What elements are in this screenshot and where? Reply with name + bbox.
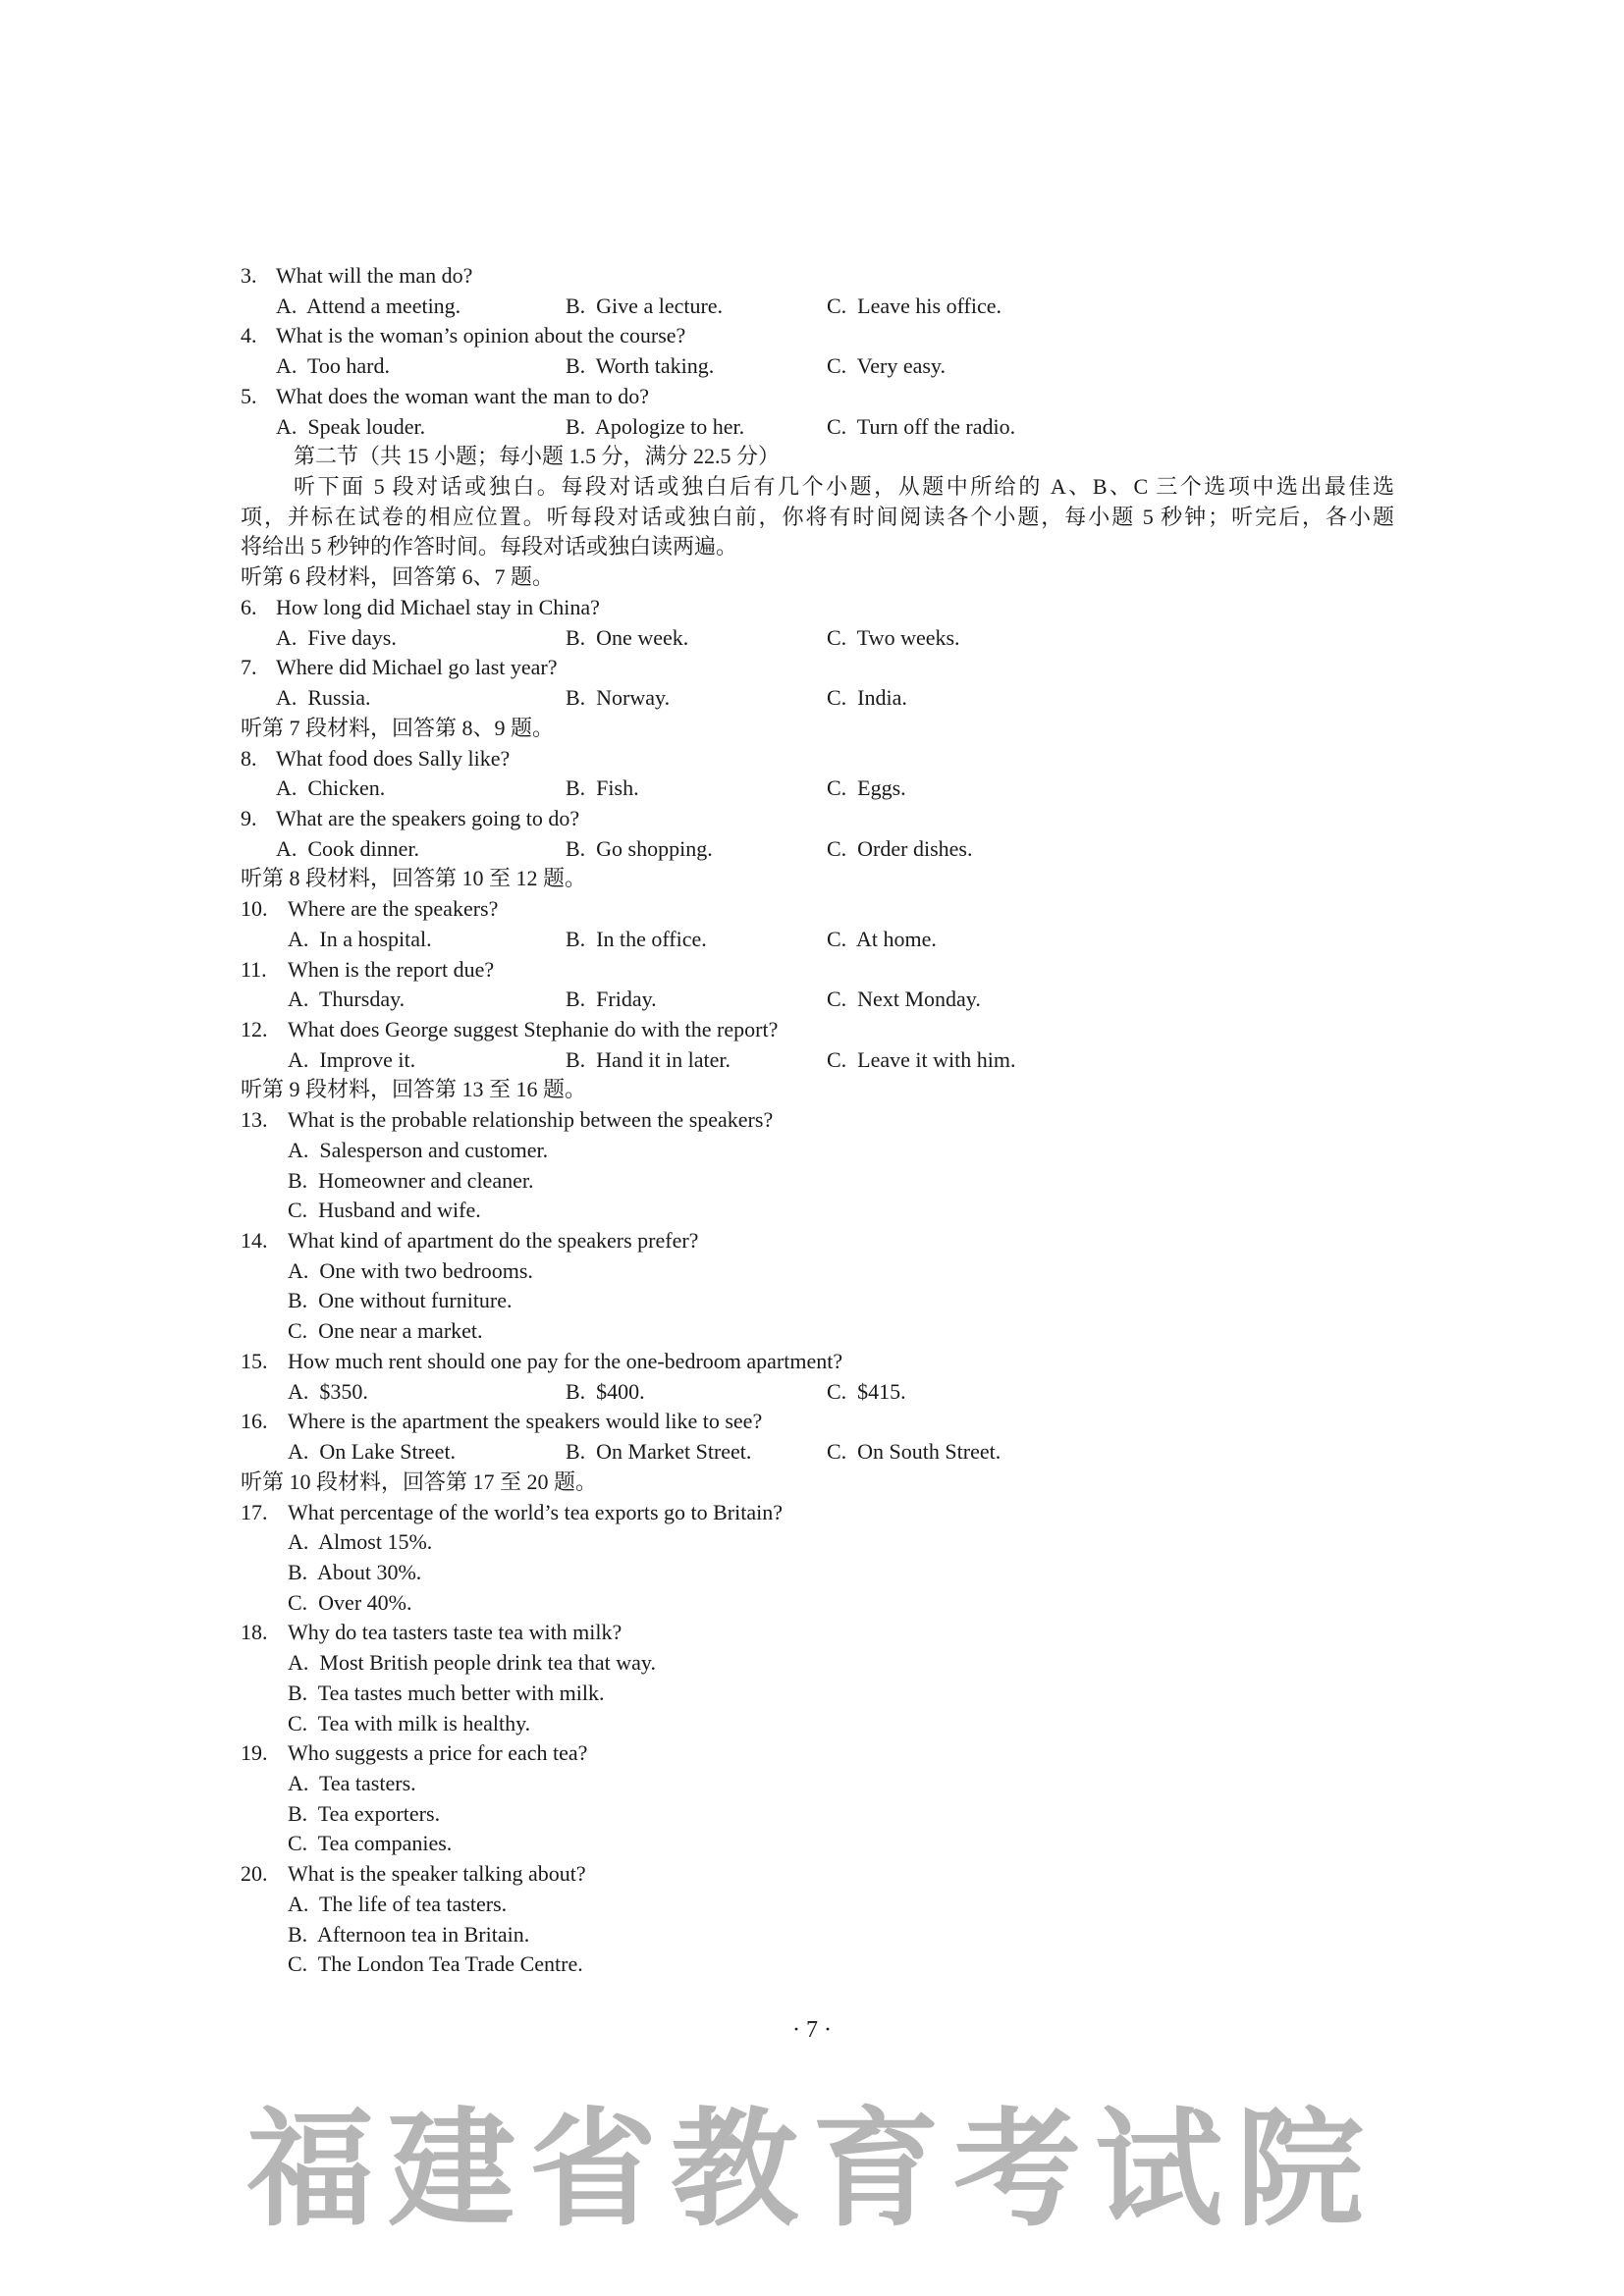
question-text: Where did Michael go last year?	[276, 655, 558, 680]
option-text: C. Husband and wife.	[288, 1198, 481, 1223]
option-a: A. Attend a meeting.	[276, 293, 461, 318]
option-c: C. $415.	[827, 1378, 906, 1404]
question-text: What does the woman want the man to do?	[276, 383, 650, 408]
instructions-paragraph: 听下面 5 段对话或独白。每段对话或独白后有几个小题，从题中所给的 A、B、C 三个选项中选出最佳选	[294, 474, 1394, 500]
question-text: What food does Sally like?	[276, 745, 511, 771]
option-a: A. On Lake Street.	[288, 1439, 457, 1465]
option-a: A. Speak louder.	[276, 413, 426, 439]
question-text: How long did Michael stay in China?	[276, 594, 600, 619]
option-c: C. Turn off the radio.	[827, 413, 1016, 439]
question-number: 3.	[241, 263, 257, 288]
option-c: C. Two weeks.	[827, 624, 960, 650]
option-text: A. The life of tea tasters.	[288, 1891, 508, 1916]
listening-section-label: 听第 10 段材料，回答第 17 至 20 题。	[241, 1468, 598, 1494]
question-number: 11.	[241, 956, 267, 982]
option-c: C. At home.	[827, 926, 937, 951]
option-c: C. Leave it with him.	[827, 1046, 1016, 1072]
question-number: 15.	[241, 1348, 268, 1373]
option-text: C. The London Tea Trade Centre.	[288, 1951, 583, 1977]
section-heading: 第二节（共 15 小题；每小题 1.5 分，满分 22.5 分）	[294, 444, 781, 469]
option-text: A. Salesperson and customer.	[288, 1137, 549, 1162]
option-a: A. In a hospital.	[288, 926, 432, 951]
option-b: B. Give a lecture.	[566, 293, 724, 318]
option-a: A. Improve it.	[288, 1046, 416, 1072]
listening-section-label: 听第 8 段材料，回答第 10 至 12 题。	[241, 866, 587, 891]
option-a: A. Five days.	[276, 624, 397, 650]
option-b: B. On Market Street.	[566, 1439, 752, 1465]
option-text: A. Most British people drink tea that way.	[288, 1650, 656, 1676]
option-text: A. Almost 15%.	[288, 1529, 433, 1555]
question-text: Where are the speakers?	[288, 896, 499, 922]
option-text: C. Over 40%.	[288, 1589, 412, 1615]
option-c: C. India.	[827, 685, 907, 711]
question-text: When is the report due?	[288, 956, 495, 982]
question-number: 7.	[241, 655, 257, 680]
page-number: · 7 ·	[792, 2017, 832, 2043]
instructions-paragraph: 项，并标在试卷的相应位置。听每段对话或独白前，你将有时间阅读各个小题，每小题 5 秒钟；听完后，各小题	[241, 504, 1394, 529]
question-number: 16.	[241, 1409, 268, 1434]
option-b: B. Hand it in later.	[566, 1046, 731, 1072]
option-c: C. Very easy.	[827, 353, 946, 379]
option-b: B. Fish.	[566, 775, 639, 801]
question-text: What percentage of the world’s tea exports go to Britain?	[288, 1499, 783, 1524]
listening-section-label: 听第 9 段材料，回答第 13 至 16 题。	[241, 1077, 587, 1102]
option-b: B. Go shopping.	[566, 835, 713, 861]
option-text: B. Afternoon tea in Britain.	[288, 1921, 530, 1947]
watermark: 福建省教育考试院	[245, 2094, 1378, 2244]
option-text: B. Homeowner and cleaner.	[288, 1167, 534, 1193]
option-text: C. One near a market.	[288, 1318, 483, 1344]
question-text: What is the speaker talking about?	[288, 1861, 586, 1887]
listening-section-label: 听第 7 段材料，回答第 8、9 题。	[241, 715, 555, 740]
option-a: A. $350.	[288, 1378, 368, 1404]
option-b: B. $400.	[566, 1378, 645, 1404]
option-c: C. Order dishes.	[827, 835, 973, 861]
instructions-paragraph: 将给出 5 秒钟的作答时间。每段对话或独白读两遍。	[241, 534, 738, 560]
question-number: 6.	[241, 594, 257, 619]
question-number: 12.	[241, 1017, 268, 1041]
option-b: B. In the office.	[566, 926, 707, 951]
question-number: 4.	[241, 323, 257, 348]
option-c: C. On South Street.	[827, 1439, 1001, 1465]
question-text: What is the woman’s opinion about the course?	[276, 323, 686, 348]
option-b: B. Norway.	[566, 685, 671, 711]
question-text: What are the speakers going to do?	[276, 805, 580, 830]
question-number: 9.	[241, 805, 257, 830]
question-text: What kind of apartment do the speakers prefer?	[288, 1228, 699, 1254]
option-a: A. Too hard.	[276, 353, 390, 379]
question-number: 17.	[241, 1499, 268, 1524]
question-number: 13.	[241, 1107, 268, 1133]
option-a: A. Thursday.	[288, 987, 406, 1012]
question-number: 5.	[241, 383, 257, 408]
option-c: C. Leave his office.	[827, 293, 1001, 318]
option-b: B. Apologize to her.	[566, 413, 745, 439]
question-number: 14.	[241, 1228, 268, 1254]
option-a: A. Chicken.	[276, 775, 386, 801]
option-text: A. Tea tasters.	[288, 1771, 416, 1795]
question-text: Where is the apartment the speakers would like to see?	[288, 1409, 763, 1434]
option-c: C. Eggs.	[827, 775, 906, 801]
question-number: 18.	[241, 1620, 268, 1645]
option-text: B. Tea tastes much better with milk.	[288, 1680, 605, 1705]
option-b: B. Worth taking.	[566, 353, 715, 379]
option-b: B. Friday.	[566, 987, 657, 1012]
option-b: B. One week.	[566, 624, 689, 650]
question-text: Why do tea tasters taste tea with milk?	[288, 1620, 623, 1645]
option-a: A. Cook dinner.	[276, 835, 420, 861]
option-text: A. One with two bedrooms.	[288, 1257, 533, 1283]
question-text: What will the man do?	[276, 263, 473, 288]
option-c: C. Next Monday.	[827, 987, 981, 1012]
question-text: What is the probable relationship between the speakers?	[288, 1107, 774, 1133]
question-text: How much rent should one pay for the one-bedroom apartment?	[288, 1348, 843, 1373]
question-number: 10.	[241, 896, 268, 922]
option-text: B. One without furniture.	[288, 1288, 513, 1313]
question-number: 8.	[241, 745, 257, 771]
option-text: B. About 30%.	[288, 1559, 422, 1584]
listening-section-label: 听第 6 段材料，回答第 6、7 题。	[241, 564, 555, 590]
option-text: B. Tea exporters.	[288, 1800, 441, 1826]
option-a: A. Russia.	[276, 685, 371, 711]
option-text: C. Tea companies.	[288, 1831, 453, 1856]
question-number: 20.	[241, 1861, 268, 1887]
question-text: What does George suggest Stephanie do with the report?	[288, 1017, 779, 1041]
question-number: 19.	[241, 1740, 268, 1766]
option-text: C. Tea with milk is healthy.	[288, 1710, 531, 1735]
question-text: Who suggests a price for each tea?	[288, 1740, 588, 1766]
